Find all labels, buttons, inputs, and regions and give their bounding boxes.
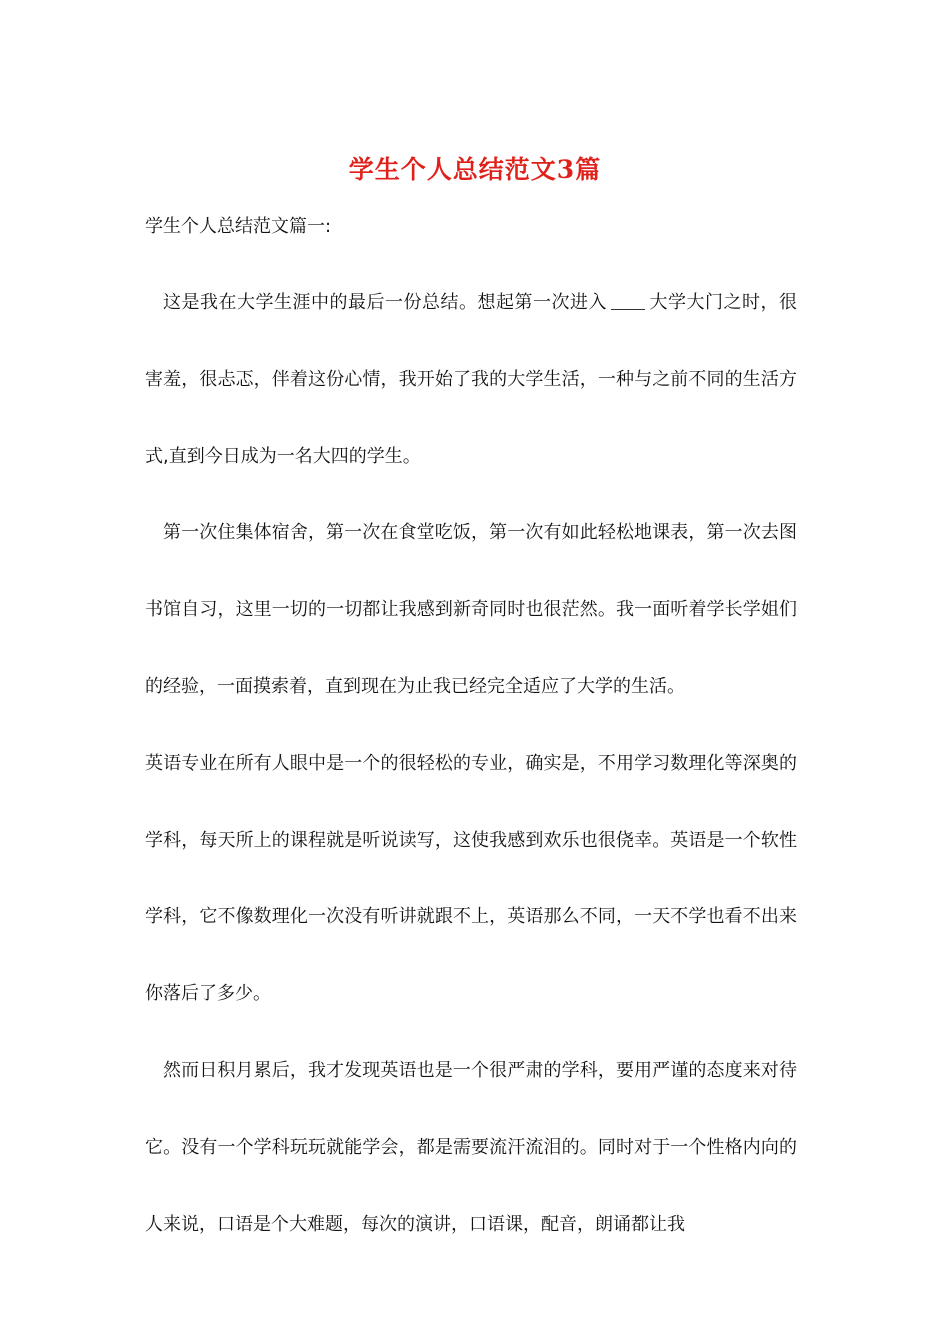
fill-in-blank (611, 291, 645, 310)
paragraph-3: 英语专业在所有人眼中是一个的很轻松的专业，确实是，不用学习数理化等深奥的学科，每天所上的课程就是听说读写，这使我感到欢乐也很侥幸。英语是一个软性学科，它不像数理化一次没有听讲就跟不上，英语那么不同，一天不学也看不出来你落后了多少。 (145, 752, 797, 1005)
section-heading: 学生个人总结范文篇一: (145, 216, 332, 237)
paragraph-1-text-start: 这是我在大学生涯中的最后一份总结。想起第一次进入 (163, 292, 607, 313)
document-body (145, 265, 797, 1263)
paragraph-1 (145, 265, 797, 495)
paragraph-2: 第一次住集体宿舍，第一次在食堂吃饭，第一次有如此轻松地课表，第一次去图书馆自习，这里一切的一切都让我感到新奇同时也很茫然。我一面听着学长学姐们的经验，一面摸索着，直到现在为止我已经完全适应了大学的生活。 (145, 522, 797, 697)
document-title: 学生个人总结范文3篇 (348, 155, 602, 184)
paragraph-4: 然而日积月累后，我才发现英语也是一个很严肃的学科，要用严谨的态度来对待它。没有一个学科玩玩就能学会，都是需要流汗流泪的。同时对于一个性格内向的人来说，口语是个大难题，每次的演讲，口语课，配音，朗诵都让我 (145, 1059, 797, 1235)
paragraph-1-text-end: 大学大门之时，很害羞，很忐忑，伴着这份心情，我开始了我的大学生活，一种与之前不同的生活方式,直到今日成为一名大四的学生。 (145, 292, 797, 467)
